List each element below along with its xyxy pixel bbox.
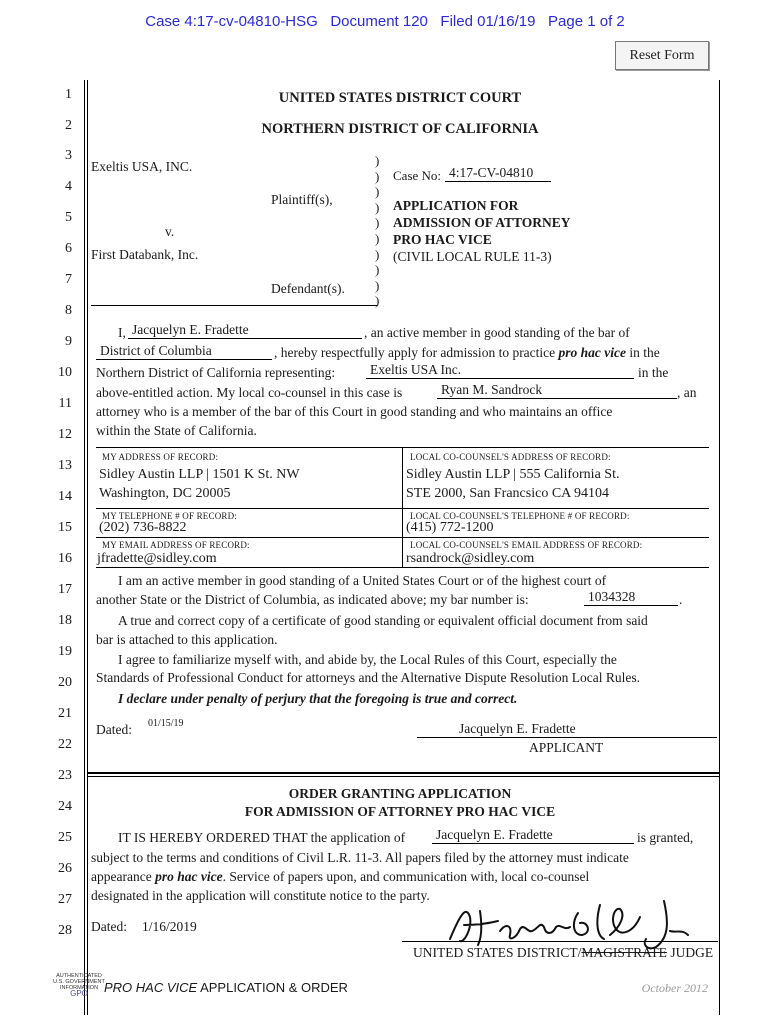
order-text-3: appearance pro hac vice. Service of papers upon, and communication with, local co-counsel	[91, 869, 590, 884]
bar-of-field[interactable]: District of Columbia	[96, 343, 272, 360]
order-text-4: designated in the application will constitute notice to the party.	[91, 888, 430, 903]
gpo-seal: AUTHENTICATED U.S. GOVERNMENT INFORMATION GPO	[53, 973, 105, 998]
my-address-line1[interactable]: Sidley Austin LLP | 1501 K St. NW	[99, 467, 300, 482]
my-phone[interactable]: (202) 736-8822	[99, 520, 187, 535]
records-bottom-rule	[96, 567, 709, 568]
application-text-6: within the State of California.	[96, 423, 257, 438]
caption-parentheses: ) ) ) ) ) ) ) ) ) )	[375, 153, 380, 309]
footer-date: October 2012	[641, 981, 708, 995]
order-text-1b: is granted,	[637, 830, 694, 845]
application-text-3: Northern District of California representing:	[96, 365, 336, 380]
my-address-line2[interactable]: Washington, DC 20005	[99, 486, 231, 501]
statement-1a: I am an active member in good standing of a United States Court or of the highest court of	[118, 573, 607, 588]
bar-number-field[interactable]: 1034328	[584, 589, 678, 606]
cc-email-label: LOCAL CO-COUNSEL'S EMAIL ADDRESS OF RECORD:	[410, 540, 643, 550]
cc-phone[interactable]: (415) 772-1200	[406, 520, 494, 535]
header-page: Page 1 of 2	[548, 13, 625, 30]
applicant-signature-line	[417, 737, 717, 738]
line-number: 1	[65, 87, 72, 102]
line-number: 3	[65, 148, 72, 163]
versus: v.	[165, 224, 175, 239]
applicant-label: APPLICANT	[529, 740, 604, 755]
judge-label: UNITED STATES DISTRICT/MAGISTRATE JUDGE	[413, 945, 714, 960]
statement-2b: bar is attached to this application.	[96, 632, 278, 647]
line-number: 19	[58, 644, 72, 659]
order-divider-2	[88, 776, 719, 777]
plaintiff-name: Exeltis USA, INC.	[91, 159, 193, 174]
line-number: 2	[65, 118, 72, 133]
cc-address-label: LOCAL CO-COUNSEL'S ADDRESS OF RECORD:	[410, 452, 611, 462]
case-no-field[interactable]: 4:17-CV-04810	[445, 165, 551, 182]
statement-1-end: .	[679, 592, 683, 607]
statement-1b: another State or the District of Columbia, as indicated above; my bar number is:	[96, 592, 529, 607]
line-number: 20	[58, 675, 72, 690]
line-number: 5	[65, 210, 72, 225]
i-label: I,	[118, 325, 126, 340]
right-margin-rule	[719, 80, 720, 1015]
application-title-1: APPLICATION FOR	[393, 198, 519, 213]
statement-2a: A true and correct copy of a certificate of good standing or equivalent official document from said	[118, 613, 648, 628]
line-number: 18	[58, 613, 72, 628]
cc-address-line1[interactable]: Sidley Austin LLP | 555 California St.	[406, 467, 620, 482]
applicant-name-field[interactable]: Jacquelyn E. Fradette	[128, 322, 362, 339]
representing-field[interactable]: Exeltis USA Inc.	[366, 362, 634, 379]
header-document: Document 120	[330, 13, 428, 30]
line-number: 24	[58, 799, 72, 814]
application-text-4b: , an	[677, 385, 697, 400]
left-margin-rule-2	[87, 80, 88, 1015]
cc-address-line2[interactable]: STE 2000, San Francsico CA 94104	[406, 486, 609, 501]
application-text-1: , an active member in good standing of the bar of	[364, 325, 630, 340]
header-filed: Filed 01/16/19	[440, 13, 536, 30]
application-title-2: ADMISSION OF ATTORNEY	[393, 215, 571, 230]
order-text-2: subject to the terms and conditions of Civil L.R. 11-3. All papers filed by the attorney must indicate	[91, 850, 629, 865]
co-counsel-field[interactable]: Ryan M. Sandrock	[437, 382, 677, 399]
line-number: 4	[65, 179, 72, 194]
line-number: 16	[58, 551, 72, 566]
records-divider	[402, 447, 403, 567]
line-number: 27	[58, 892, 72, 907]
my-email[interactable]: jfradette@sidley.com	[97, 551, 217, 566]
line-number: 23	[58, 768, 72, 783]
line-number: 28	[58, 923, 72, 938]
order-dated-label: Dated:	[91, 919, 127, 934]
perjury-declaration: I declare under penalty of perjury that the foregoing is true and correct.	[118, 691, 518, 706]
order-dated-value[interactable]: 1/16/2019	[142, 919, 197, 934]
statement-3b: Standards of Professional Conduct for attorneys and the Alternative Dispute Resolution Local Rules.	[96, 670, 641, 685]
defendant-name: First Databank, Inc.	[91, 247, 199, 262]
line-number: 25	[58, 830, 72, 845]
court-title: UNITED STATES DISTRICT COURT	[278, 90, 522, 106]
plaintiff-label: Plaintiff(s),	[271, 192, 333, 207]
line-number: 21	[58, 706, 72, 721]
left-margin-rule	[84, 80, 85, 1015]
line-number: 22	[58, 737, 72, 752]
application-text-3b: in the	[638, 365, 669, 380]
line-number: 6	[65, 241, 72, 256]
line-number: 10	[58, 365, 72, 380]
line-number: 14	[58, 489, 72, 504]
records-rule-3	[96, 537, 709, 538]
order-divider	[88, 772, 719, 774]
line-number: 8	[65, 303, 72, 318]
order-text-1a: IT IS HEREBY ORDERED THAT the application of	[118, 830, 406, 845]
cc-email[interactable]: rsandrock@sidley.com	[406, 551, 535, 566]
application-title-4: (CIVIL LOCAL RULE 11-3)	[393, 249, 552, 264]
records-rule-2	[96, 508, 709, 509]
dated-label: Dated:	[96, 722, 132, 737]
order-title-2: FOR ADMISSION OF ATTORNEY PRO HAC VICE	[244, 804, 556, 819]
application-text-5: attorney who is a member of the bar of this Court in good standing and who maintains an office	[96, 404, 613, 419]
case-header	[0, 13, 770, 30]
line-number: 17	[58, 582, 72, 597]
line-number: 7	[65, 272, 72, 287]
line-number: 15	[58, 520, 72, 535]
line-number: 13	[58, 458, 72, 473]
header-case: Case 4:17-cv-04810-HSG	[145, 13, 318, 30]
line-number: 11	[58, 396, 72, 411]
my-email-label: MY EMAIL ADDRESS OF RECORD:	[102, 540, 250, 550]
judge-signature-line	[402, 941, 718, 942]
reset-form-button[interactable]: Reset Form	[615, 41, 709, 70]
caption-underline	[91, 305, 377, 306]
order-title-1: ORDER GRANTING APPLICATION	[288, 786, 512, 801]
line-number: 12	[58, 427, 72, 442]
dated-value[interactable]: 01/15/19	[148, 718, 184, 729]
statement-3a: I agree to familiarize myself with, and abide by, the Local Rules of this Court, especially the	[118, 652, 617, 667]
my-address-label: MY ADDRESS OF RECORD:	[102, 452, 219, 462]
cc-phone-label: LOCAL CO-COUNSEL'S TELEPHONE # OF RECORD:	[410, 511, 630, 521]
application-text-4: above-entitled action. My local co-counsel in this case is	[96, 385, 403, 400]
line-number: 26	[58, 861, 72, 876]
case-no-label: Case No:	[393, 168, 442, 183]
order-applicant-field[interactable]: Jacquelyn E. Fradette	[432, 827, 634, 844]
application-text-2: , hereby respectfully apply for admission to practice pro hac vice in the	[274, 345, 660, 360]
footer-title: PRO HAC VICE APPLICATION & ORDER	[104, 980, 348, 995]
defendant-label: Defendant(s).	[271, 281, 345, 296]
line-number: 9	[65, 334, 72, 349]
court-district: NORTHERN DISTRICT OF CALIFORNIA	[261, 121, 539, 137]
application-title-3: PRO HAC VICE	[393, 232, 492, 247]
my-phone-label: MY TELEPHONE # OF RECORD:	[102, 511, 238, 521]
applicant-signature[interactable]: Jacquelyn E. Fradette	[459, 721, 576, 736]
